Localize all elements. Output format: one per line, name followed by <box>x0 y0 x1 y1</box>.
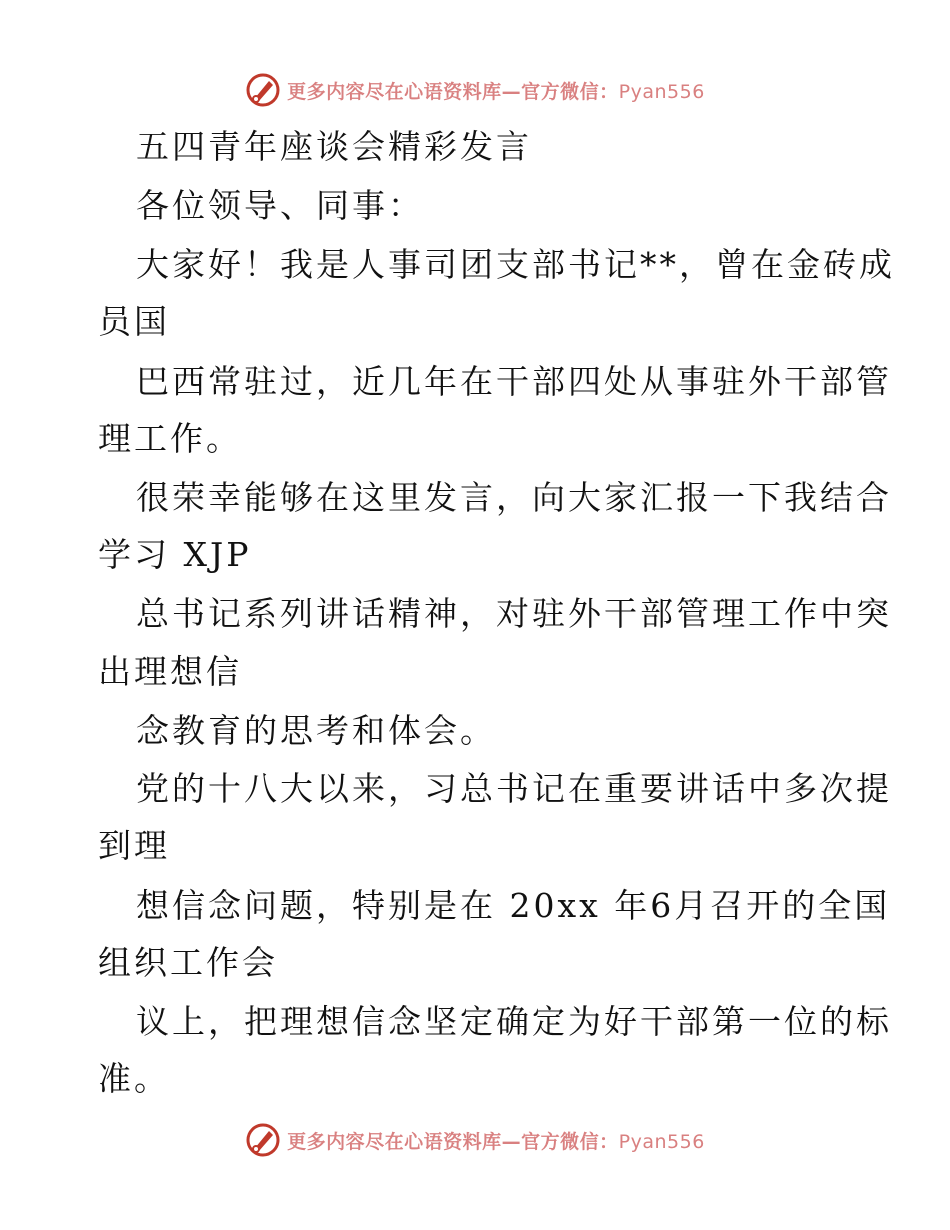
text-line: 党的十八大以来，习总书记在重要讲话中多次提 <box>136 769 892 808</box>
document-title: 五四青年座谈会精彩发言 <box>136 127 532 166</box>
text-line: 大家好！我是人事司团支部书记**，曾在金砖成 <box>136 245 895 284</box>
text-line: 员国 <box>98 302 170 341</box>
footer-watermark <box>0 1120 950 1160</box>
header-watermark-text: 更多内容尽在心语资料库—官方微信：Pyan556 <box>287 80 705 103</box>
header-watermark <box>0 70 950 110</box>
text-line: 想信念问题，特别是在 20xx 年6月召开的全国 <box>136 886 891 925</box>
footer-watermark-text: 更多内容尽在心语资料库—官方微信：Pyan556 <box>287 1130 705 1153</box>
salutation: 各位领导、同事： <box>136 186 424 225</box>
text-line: 念教育的思考和体会。 <box>136 711 496 750</box>
text-line: 学习 XJP <box>98 535 252 574</box>
text-line: 总书记系列讲话精神，对驻外干部管理工作中突 <box>136 594 892 633</box>
text-line: 出理想信 <box>98 652 242 691</box>
text-line: 议上，把理想信念坚定确定为好干部第一位的标 <box>136 1002 892 1041</box>
text-line: 组织工作会 <box>98 943 278 982</box>
text-line: 很荣幸能够在这里发言，向大家汇报一下我结合 <box>136 478 892 517</box>
pen-logo-icon <box>245 1122 281 1158</box>
text-line: 理工作。 <box>98 419 242 458</box>
text-line: 巴西常驻过，近几年在干部四处从事驻外干部管 <box>136 362 892 401</box>
text-line: 准。 <box>98 1059 170 1098</box>
pen-logo-icon <box>245 72 281 108</box>
text-line: 到理 <box>98 826 170 865</box>
